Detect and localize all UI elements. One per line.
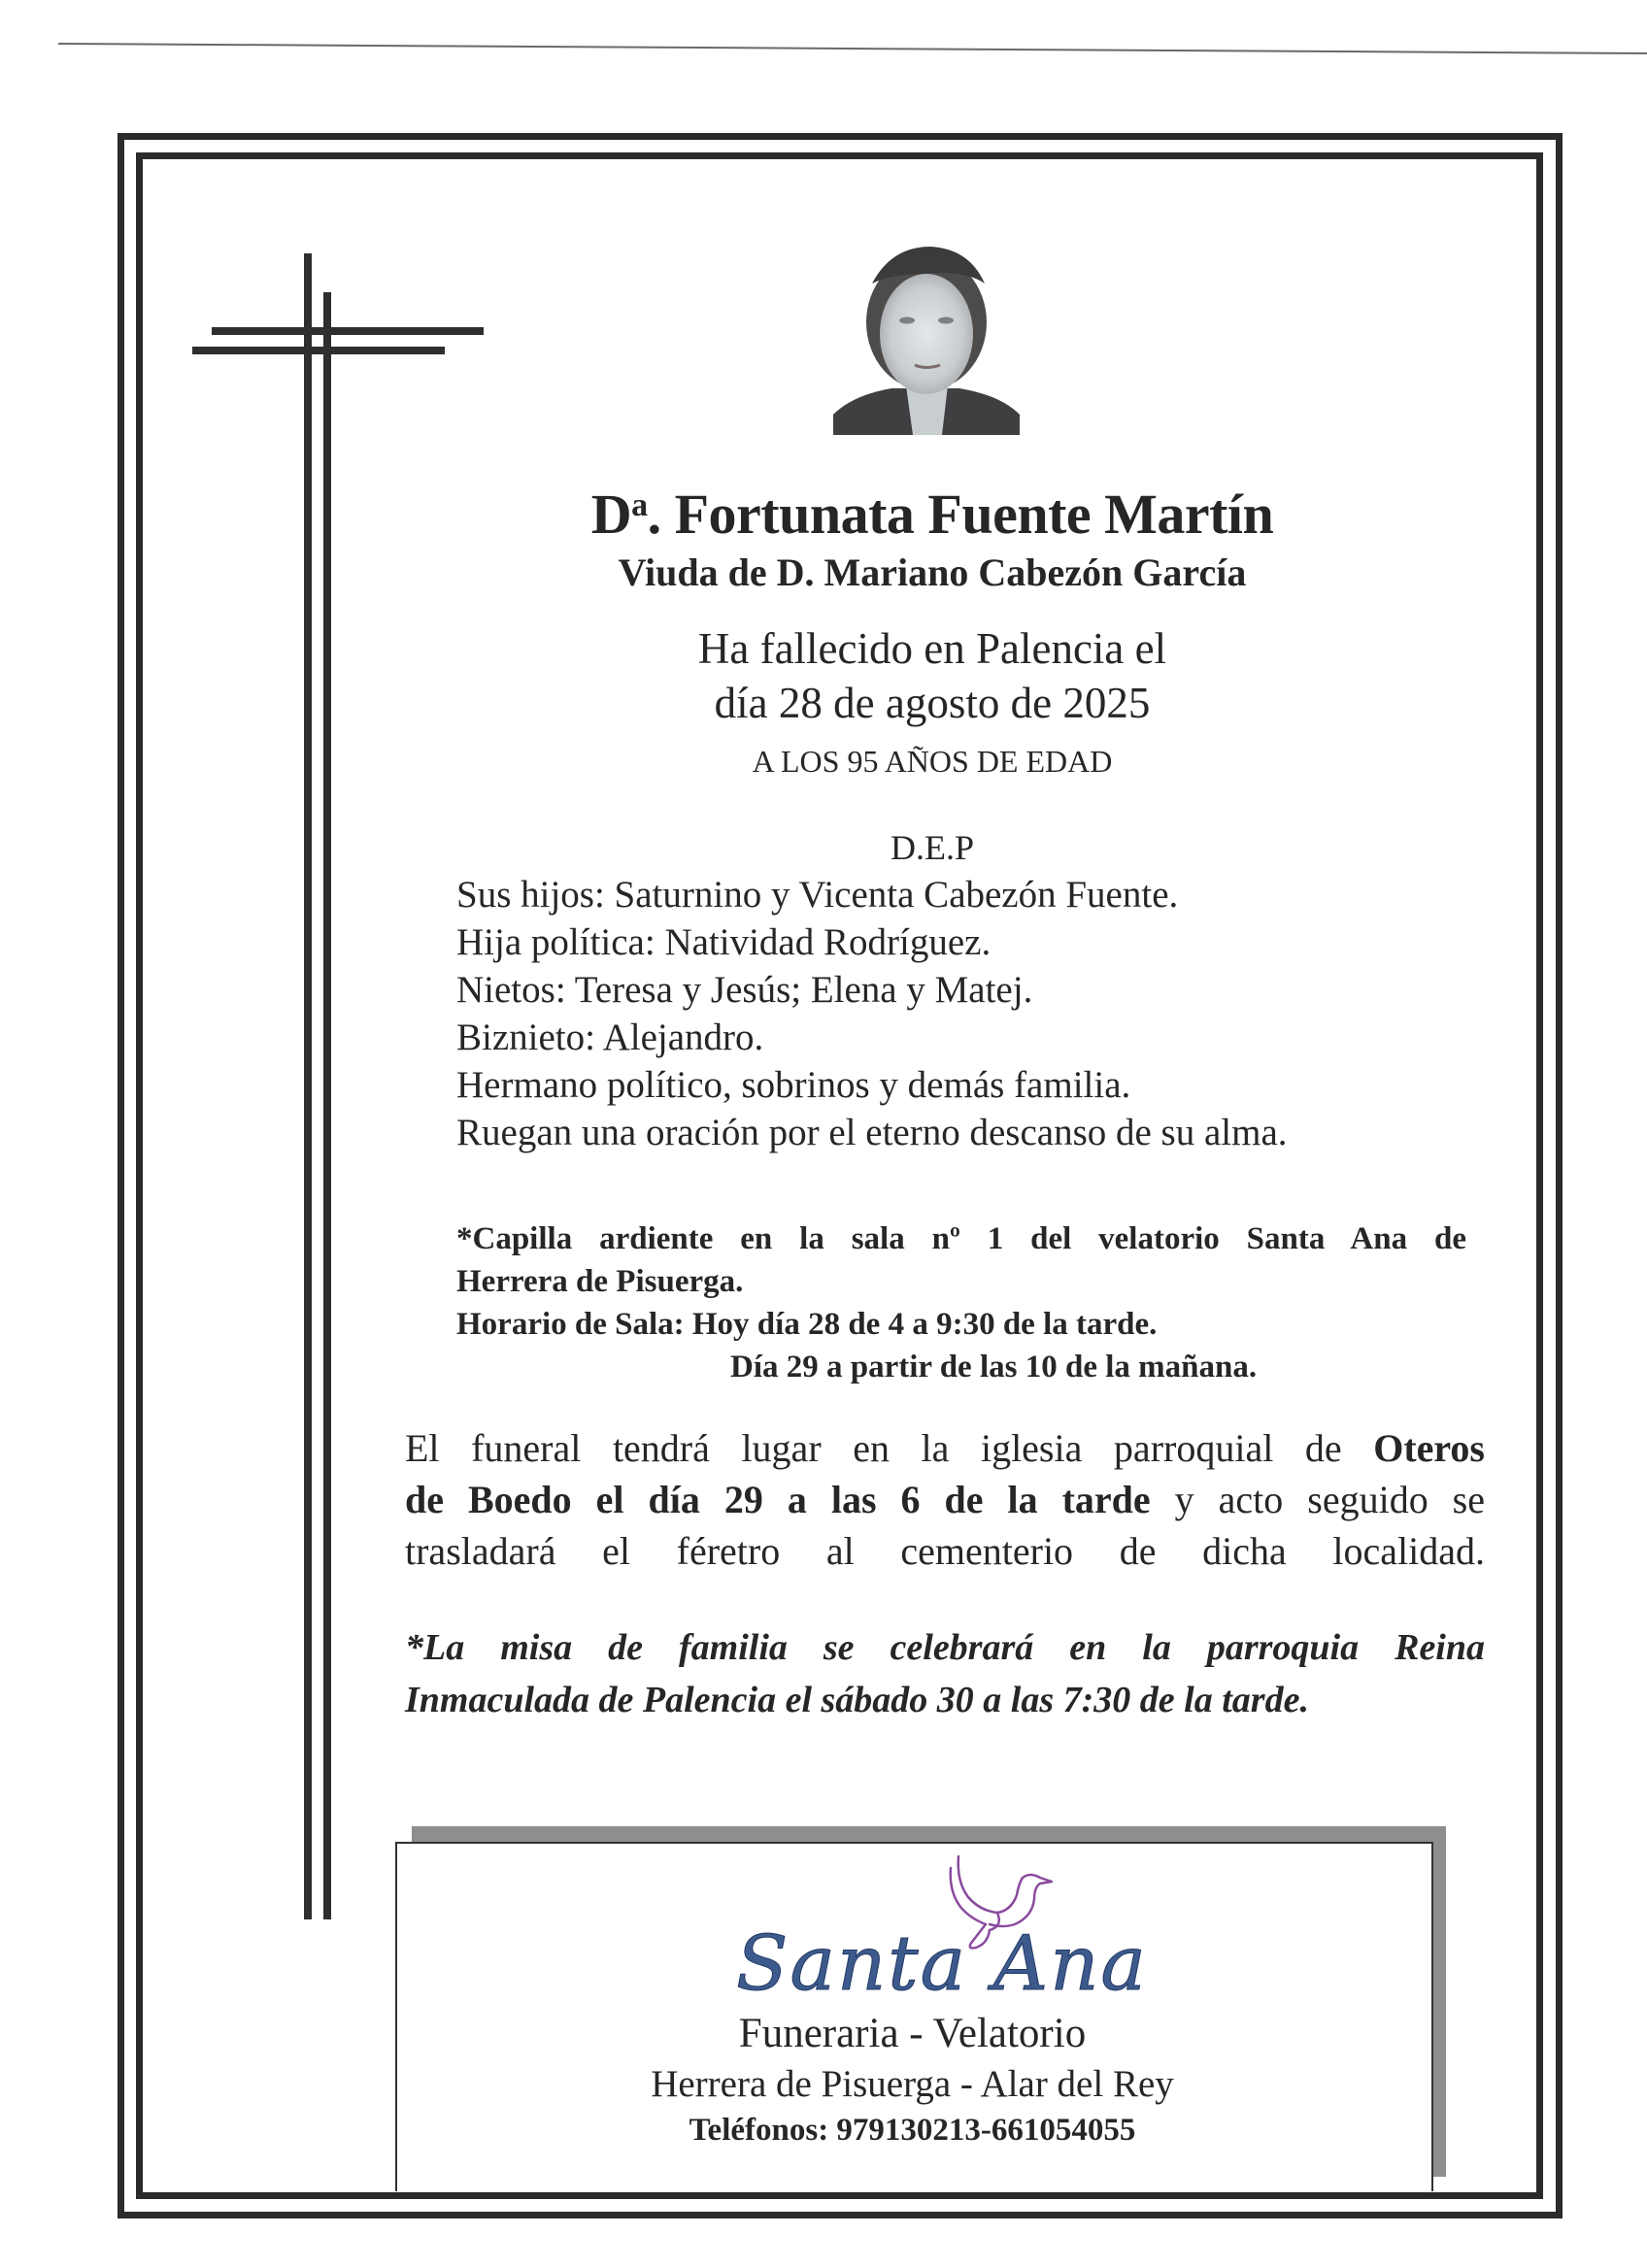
widow-of-line: Viuda de D. Mariano Cabezón García (618, 550, 1247, 594)
deceased-name (388, 482, 1476, 547)
chapel-hours-line-1: Horario de Sala: Hoy día 28 de 4 a 9:30 de la tarde. (456, 1307, 1158, 1342)
family-mass-line-1: *La misa de familia se celebrará en la parroquia Reina (405, 1627, 1485, 1668)
funeral-place-bold: Oteros (1373, 1426, 1485, 1470)
age-line: A LOS 95 AÑOS DE EDAD (752, 744, 1113, 779)
portrait-photo (833, 225, 1020, 435)
funeral-home-service: Funeraria - Velatorio (738, 2011, 1087, 2056)
cross-horizontal-bar-1 (212, 327, 484, 335)
honorific-superscript: a (631, 487, 648, 523)
chapel-line-2: Herrera de Pisuerga. (456, 1264, 744, 1299)
family-line-daughter-in-law: Hija política: Natividad Rodríguez. (456, 921, 992, 963)
funeral-home-phones: Teléfonos: 979130213-661054055 (689, 2113, 1136, 2148)
family-mass-line-2: Inmaculada de Palencia el sábado 30 a las 7:30 de la tarde. (405, 1680, 1309, 1720)
rip-label: D.E.P (890, 828, 974, 867)
funeral-home-logo-text: Santa Ana (736, 1920, 1148, 2008)
family-line-grandchildren: Nietos: Teresa y Jesús; Elena y Matej. (456, 969, 1033, 1011)
family-line-relatives: Hermano político, sobrinos y demás familia. (456, 1064, 1131, 1106)
funeral-paragraph (405, 1422, 1485, 1577)
death-date-line: día 28 de agosto de 2025 (714, 679, 1151, 727)
family-line-prayer: Ruegan una oración por el eterno descanso de su alma. (456, 1112, 1288, 1153)
funeral-line-3: trasladará el féretro al cementerio de dicha localidad. (405, 1529, 1485, 1573)
cross-horizontal-bar-2 (192, 347, 445, 354)
death-place-line: Ha fallecido en Palencia el (697, 624, 1167, 673)
funeral-text: El funeral tendrá lugar en la iglesia parroquial de (405, 1426, 1374, 1470)
chapel-line-1: *Capilla ardiente en la sala nº 1 del velatorio Santa Ana de (456, 1221, 1466, 1256)
name-text: . Fortunata Fuente Martín (647, 483, 1274, 546)
chapel-hours-line-2: Día 29 a partir de las 10 de la mañana. (730, 1350, 1258, 1384)
honorific: D (590, 483, 632, 546)
family-line-great-grandchild: Biznieto: Alejandro. (456, 1017, 764, 1058)
funeral-text: y acto seguido se (1150, 1478, 1486, 1521)
family-mass-paragraph (405, 1621, 1485, 1726)
cross-vertical-bar-1 (304, 253, 312, 1919)
cross-vertical-bar-2 (323, 292, 331, 1919)
funeral-home-locations: Herrera de Pisuerga - Alar del Rey (651, 2063, 1174, 2105)
family-line-children: Sus hijos: Saturnino y Vicenta Cabezón Fuente. (456, 874, 1179, 916)
funeral-line-1 (405, 1422, 1485, 1474)
funeral-datetime-bold: de Boedo el día 29 a las 6 de la tarde (405, 1478, 1151, 1521)
scan-top-edge-line (58, 43, 1647, 54)
funeral-line-2 (405, 1474, 1485, 1525)
